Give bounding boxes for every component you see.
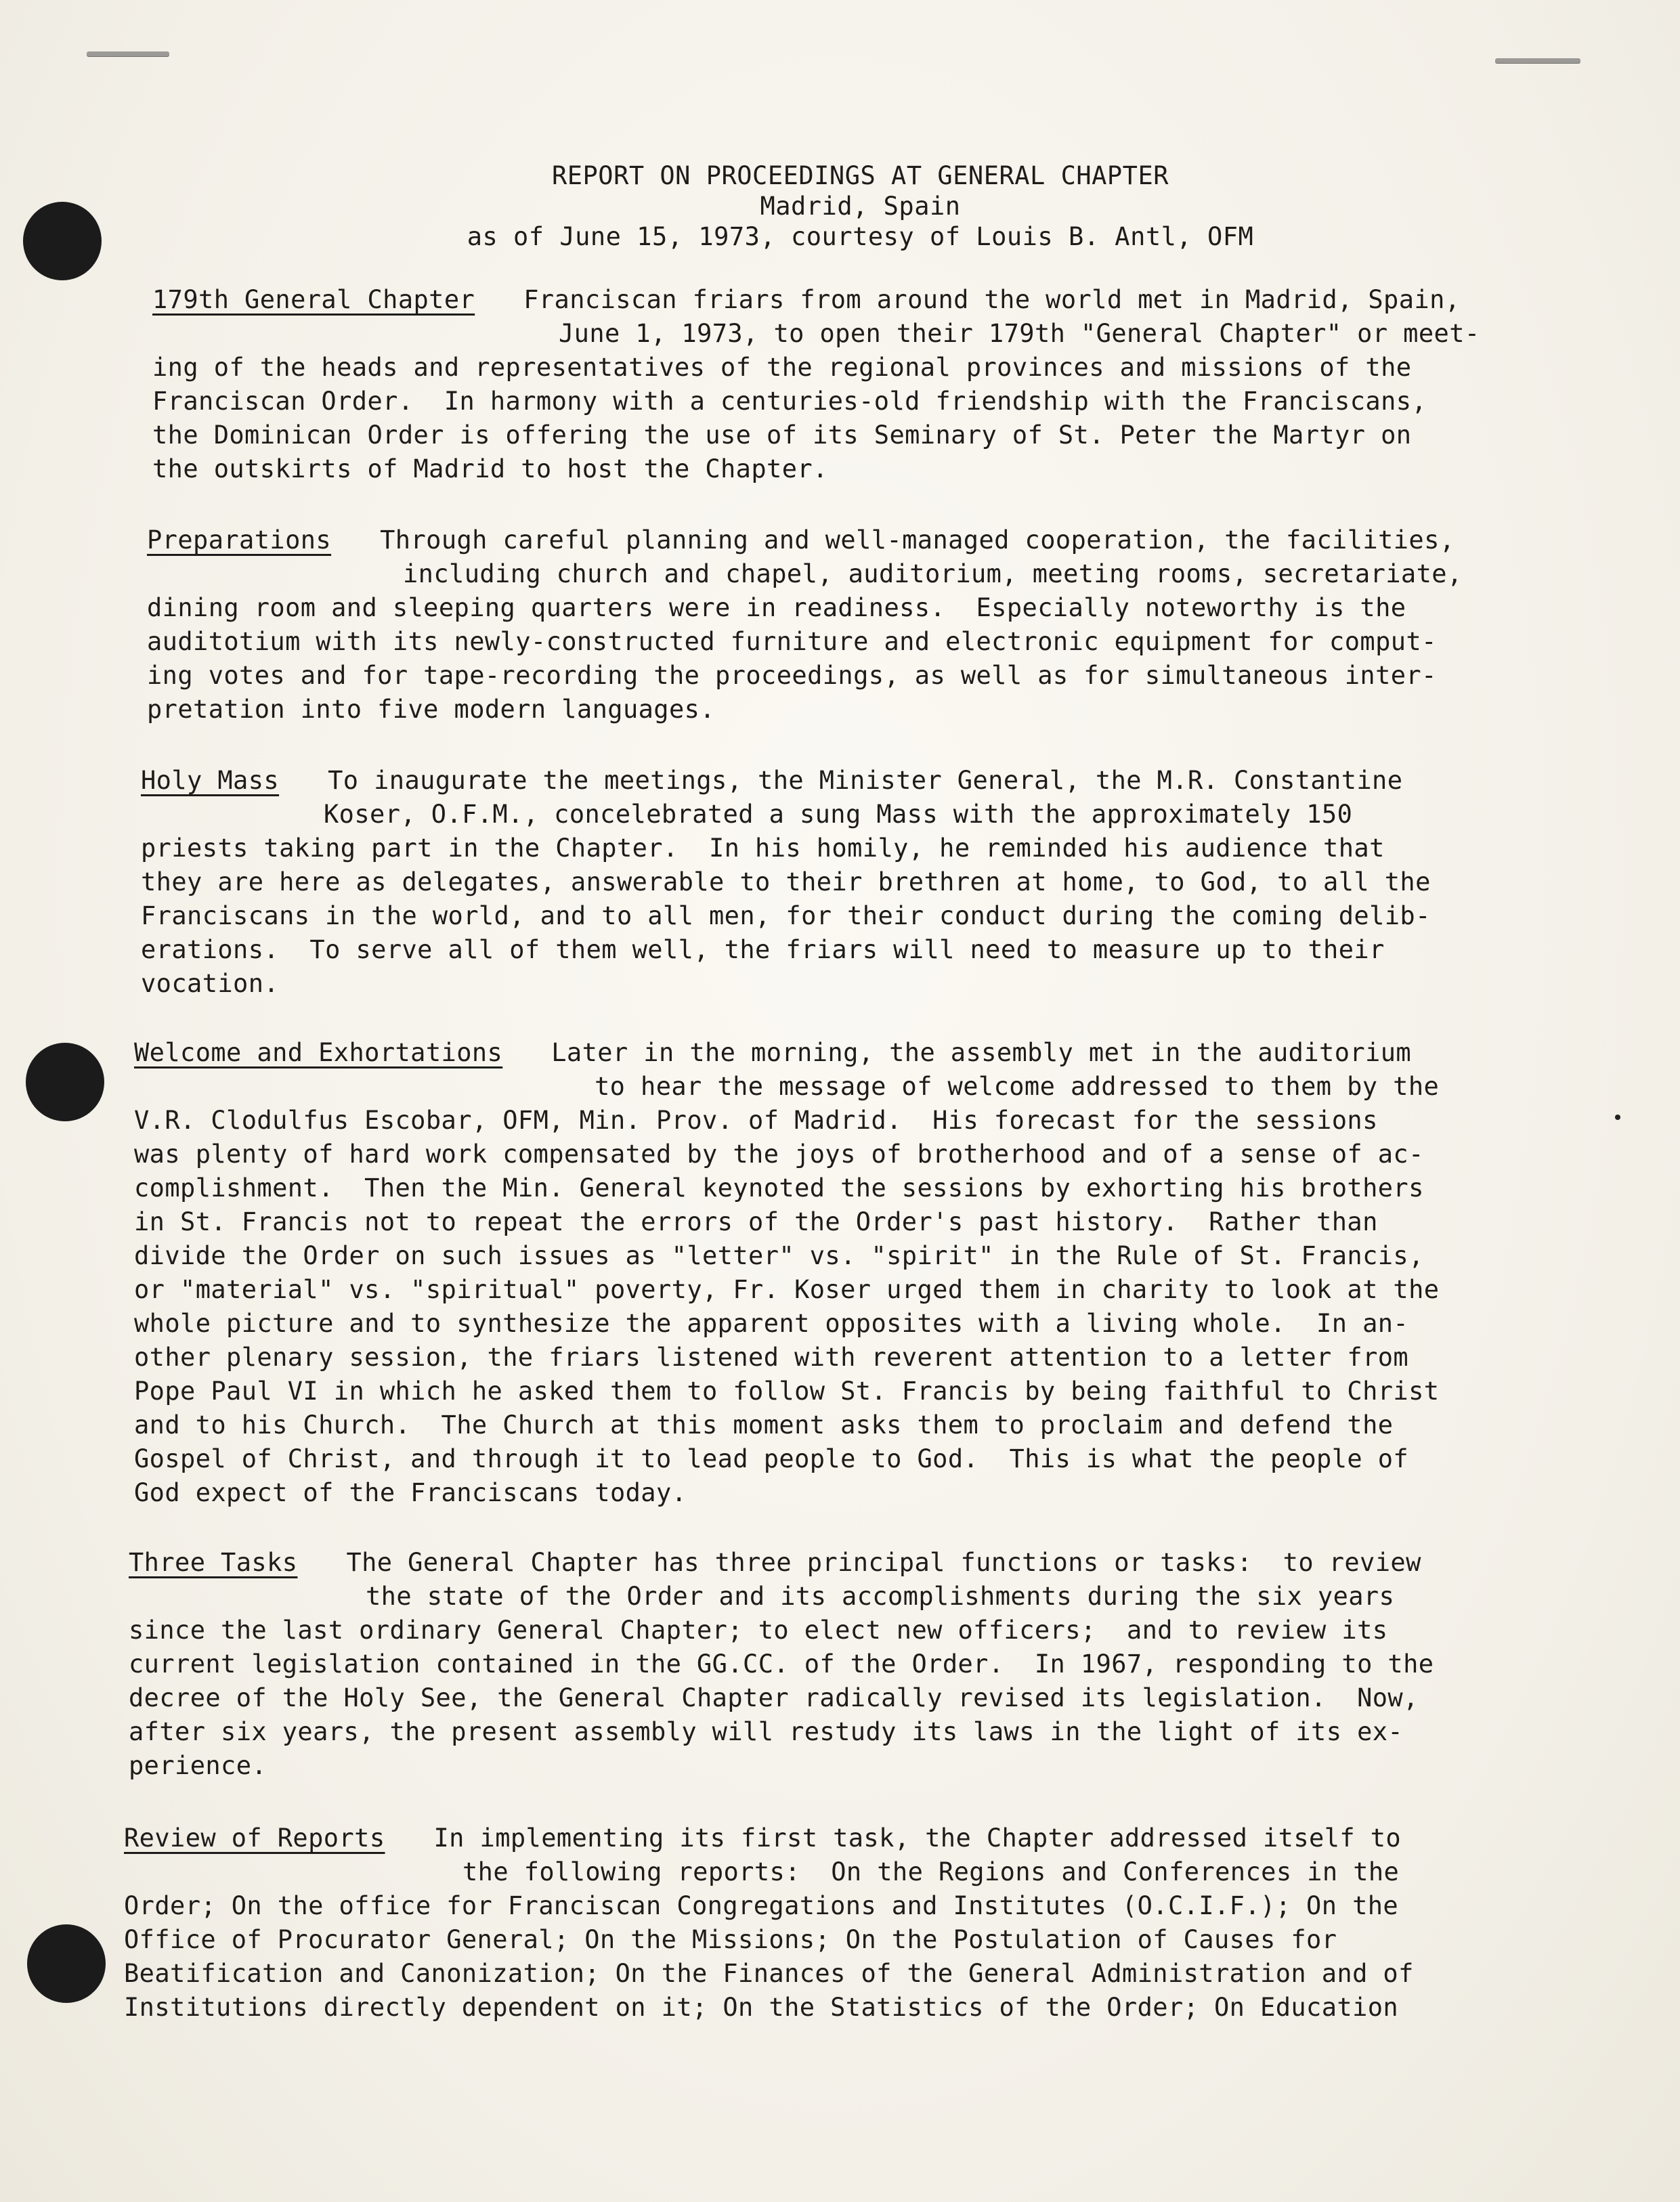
section-line: the state of the Order and its accomplishments during the six years bbox=[366, 1582, 1395, 1611]
section-review-of-reports bbox=[124, 1821, 1570, 2025]
section-line: after six years, the present assembly will restudy its laws in the light of its ex- bbox=[129, 1717, 1404, 1746]
punch-hole-middle bbox=[26, 1043, 104, 1121]
section-line: current legislation contained in the GG.CC. of the Order. In 1967, responding to the bbox=[129, 1649, 1434, 1679]
section-line: erations. To serve all of them well, the friars will need to measure up to their bbox=[141, 935, 1385, 964]
report-date-line bbox=[0, 222, 1680, 252]
section-preparations bbox=[147, 523, 1593, 727]
section-line: Franciscan Order. In harmony with a centuries-old friendship with the Franciscans, bbox=[152, 387, 1427, 416]
section-line: the outskirts of Madrid to host the Chapter. bbox=[152, 454, 828, 483]
staple-left bbox=[87, 51, 169, 56]
section-line: In implementing its first task, the Chapter addressed itself to bbox=[433, 1823, 1402, 1853]
section-line: Institutions directly dependent on it; On the Statistics of the Order; On Education bbox=[124, 1993, 1399, 2022]
stray-mark bbox=[1615, 1115, 1620, 1120]
section-heading: Three Tasks bbox=[129, 1548, 298, 1577]
section-heading: Holy Mass bbox=[141, 766, 280, 795]
section-heading: Welcome and Exhortations bbox=[134, 1038, 503, 1067]
section-line: to hear the message of welcome addressed to them by the bbox=[595, 1072, 1440, 1101]
section-line: ing votes and for tape-recording the proceedings, as well as for simultaneous inter- bbox=[147, 661, 1437, 690]
section-line: Office of Procurator General; On the Missions; On the Postulation of Causes for bbox=[124, 1925, 1337, 1954]
section-line: priests taking part in the Chapter. In his homily, he reminded his audience that bbox=[141, 834, 1385, 863]
section-line: God expect of the Franciscans today. bbox=[134, 1478, 687, 1507]
section-line: dining room and sleeping quarters were in readiness. Especially noteworthy is the bbox=[147, 593, 1406, 622]
section-line: Later in the morning, the assembly met in the auditorium bbox=[551, 1038, 1412, 1067]
section-holy-mass bbox=[141, 764, 1587, 1001]
section-line: Order; On the office for Franciscan Congregations and Institutes (O.C.I.F.); On the bbox=[124, 1891, 1399, 1920]
section-line: they are here as delegates, answerable to their brethren at home, to God, to all the bbox=[141, 867, 1431, 897]
section-line: divide the Order on such issues as "letter" vs. "spirit" in the Rule of St. Francis, bbox=[134, 1241, 1424, 1270]
section-three-tasks bbox=[129, 1546, 1574, 1783]
section-line: including church and chapel, auditorium, meeting rooms, secretariate, bbox=[403, 559, 1463, 588]
report-place bbox=[0, 192, 1680, 221]
section-line: Gospel of Christ, and through it to lead people to God. This is what the people of bbox=[134, 1444, 1409, 1473]
section-line: perience. bbox=[129, 1751, 267, 1780]
section-line: Beatification and Canonization; On the Finances of the General Administration and of bbox=[124, 1959, 1414, 1988]
section-line: in St. Francis not to repeat the errors of the Order's past history. Rather than bbox=[134, 1207, 1378, 1236]
report-date-text: as of June 15, 1973, courtesy of Louis B. Antl, OFM bbox=[467, 222, 1254, 251]
section-heading: Preparations bbox=[147, 525, 332, 555]
section-line: whole picture and to synthesize the apparent opposites with a living whole. In an- bbox=[134, 1309, 1409, 1338]
section-line: since the last ordinary General Chapter; to elect new officers; and to review its bbox=[129, 1616, 1388, 1645]
section-line: the following reports: On the Regions and Conferences in the bbox=[462, 1857, 1400, 1886]
section-welcome-and-exhortations bbox=[134, 1036, 1580, 1510]
section-line: Franciscans in the world, and to all men, for their conduct during the coming delib- bbox=[141, 901, 1431, 930]
staple-right bbox=[1495, 58, 1580, 63]
section-line: June 1, 1973, to open their 179th "General Chapter" or meet- bbox=[559, 319, 1480, 348]
section-line: Franciscan friars from around the world met in Madrid, Spain, bbox=[523, 285, 1461, 314]
report-place-text: Madrid, Spain bbox=[760, 192, 961, 221]
report-title-text: REPORT ON PROCEEDINGS AT GENERAL CHAPTER bbox=[551, 161, 1169, 190]
section-line: Koser, O.F.M., concelebrated a sung Mass with the approximately 150 bbox=[324, 800, 1353, 829]
section-line: Pope Paul VI in which he asked them to follow St. Francis by being faithful to Christ bbox=[134, 1377, 1440, 1406]
section-line: vocation. bbox=[141, 969, 280, 998]
section-heading: 179th General Chapter bbox=[152, 285, 475, 314]
punch-hole-bottom bbox=[27, 1924, 106, 2003]
section-line: complishment. Then the Min. General keynoted the sessions by exhorting his brothers bbox=[134, 1173, 1424, 1203]
section-line: ing of the heads and representatives of the regional provinces and missions of the bbox=[152, 353, 1412, 382]
section-line: was plenty of hard work compensated by the joys of brotherhood and of a sense of ac- bbox=[134, 1140, 1424, 1169]
section-line: or "material" vs. "spiritual" poverty, Fr. Koser urged them in charity to look at the bbox=[134, 1275, 1440, 1304]
section-line: the Dominican Order is offering the use of its Seminary of St. Peter the Martyr on bbox=[152, 420, 1412, 450]
section-line: pretation into five modern languages. bbox=[147, 695, 716, 724]
section-line: The General Chapter has three principal functions or tasks: to review bbox=[346, 1548, 1421, 1577]
section-line: V.R. Clodulfus Escobar, OFM, Min. Prov. of Madrid. His forecast for the sessions bbox=[134, 1106, 1378, 1135]
section-line: To inaugurate the meetings, the Minister General, the M.R. Constantine bbox=[328, 766, 1403, 795]
section-179th-general-chapter bbox=[152, 283, 1598, 486]
section-line: Through careful planning and well-managed cooperation, the facilities, bbox=[380, 525, 1455, 555]
report-title bbox=[0, 161, 1680, 191]
section-line: other plenary session, the friars listened with reverent attention to a letter from bbox=[134, 1343, 1409, 1372]
section-line: decree of the Holy See, the General Chapter radically revised its legislation. Now, bbox=[129, 1683, 1419, 1712]
section-line: and to his Church. The Church at this moment asks them to proclaim and defend the bbox=[134, 1410, 1394, 1440]
section-line: auditotium with its newly-constructed furniture and electronic equipment for comput- bbox=[147, 627, 1437, 656]
section-heading: Review of Reports bbox=[124, 1823, 385, 1853]
